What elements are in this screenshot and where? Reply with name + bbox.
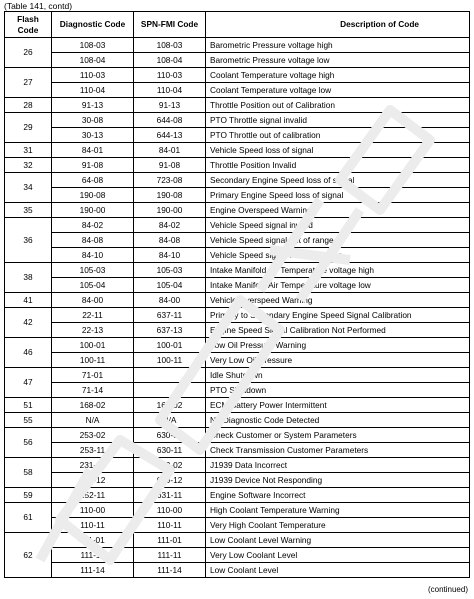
flash-code-cell: 26 [5, 38, 52, 68]
description-cell: Primary to Secondary Engine Speed Signal Calibration [206, 308, 470, 323]
diagnostic-code-cell: 190-08 [52, 188, 134, 203]
diagnostic-code-cell: 190-00 [52, 203, 134, 218]
description-cell: Intake Manifold Air Temperature voltage low [206, 278, 470, 293]
spn-fmi-code-cell: 644-08 [134, 113, 206, 128]
table-row [5, 143, 470, 158]
table-row [5, 53, 470, 68]
table-row [5, 563, 470, 578]
flash-code-cell: 29 [5, 113, 52, 143]
flash-code-cell: 62 [5, 533, 52, 578]
table-row [5, 428, 470, 443]
table-header-row [5, 12, 470, 38]
diagnostic-code-cell: 100-11 [52, 353, 134, 368]
table-row [5, 203, 470, 218]
table-container [4, 11, 469, 578]
spn-fmi-code-cell: N/A [134, 413, 206, 428]
diagnostic-code-cell: N/A [52, 413, 134, 428]
continued-note: (continued) [427, 585, 468, 594]
table-row [5, 323, 470, 338]
spn-fmi-code-cell [134, 383, 206, 398]
spn-fmi-code-cell: 108-04 [134, 53, 206, 68]
flash-code-cell: 42 [5, 308, 52, 338]
description-cell: Coolant Temperature voltage high [206, 68, 470, 83]
spn-fmi-code-cell: 631-11 [134, 488, 206, 503]
table-row [5, 38, 470, 53]
description-cell: No Diagnostic Code Detected [206, 413, 470, 428]
spn-fmi-code-cell: 637-13 [134, 323, 206, 338]
description-cell: Secondary Engine Speed loss of signal [206, 173, 470, 188]
diagnostic-code-cell: 231-12 [52, 473, 134, 488]
description-cell: Vehicle Speed signal out of range [206, 233, 470, 248]
spn-fmi-code-cell: 110-00 [134, 503, 206, 518]
description-cell: Vehicle Speed signal invalid [206, 218, 470, 233]
description-cell: Vehicle Speed loss of signal [206, 143, 470, 158]
table-row [5, 383, 470, 398]
header-diagnostic-code: Diagnostic Code [52, 12, 134, 38]
header-description: Description of Code [206, 12, 470, 38]
diagnostic-code-cell: 111-01 [52, 533, 134, 548]
table-row [5, 338, 470, 353]
diagnostic-code-cell: 84-10 [52, 248, 134, 263]
spn-fmi-code-cell: 111-01 [134, 533, 206, 548]
description-cell: Barometric Pressure voltage high [206, 38, 470, 53]
diagnostic-code-cell: 22-11 [52, 308, 134, 323]
description-cell: Throttle Position out of Calibration [206, 98, 470, 113]
spn-fmi-code-cell: 637-11 [134, 308, 206, 323]
flash-code-cell: 38 [5, 263, 52, 293]
diagnostic-code-cell: 100-01 [52, 338, 134, 353]
header-flash-code [5, 12, 52, 38]
spn-fmi-code-cell: 190-00 [134, 203, 206, 218]
flash-code-cell: 61 [5, 503, 52, 533]
table-row [5, 128, 470, 143]
flash-code-cell: 59 [5, 488, 52, 503]
description-cell: PTO Shutdown [206, 383, 470, 398]
table-row [5, 263, 470, 278]
spn-fmi-code-cell: 644-13 [134, 128, 206, 143]
table-row [5, 68, 470, 83]
spn-fmi-code-cell: 723-08 [134, 173, 206, 188]
table-caption: (Table 141, contd) [4, 1, 73, 11]
diagnostic-code-cell: 30-08 [52, 113, 134, 128]
table-row [5, 458, 470, 473]
table-row [5, 353, 470, 368]
flash-code-cell: 51 [5, 398, 52, 413]
diagnostic-code-cell: 71-14 [52, 383, 134, 398]
spn-fmi-code-cell: 91-13 [134, 98, 206, 113]
diagnostic-code-cell: 168-02 [52, 398, 134, 413]
diagnostic-code-cell: 84-01 [52, 143, 134, 158]
description-cell: Vehicle Speed signal rate of change [206, 248, 470, 263]
diagnostic-code-cell: 30-13 [52, 128, 134, 143]
diagnostic-code-cell: 91-08 [52, 158, 134, 173]
diagnostic-code-cell: 71-01 [52, 368, 134, 383]
flash-code-cell: 46 [5, 338, 52, 368]
flash-code-cell: 56 [5, 428, 52, 458]
spn-fmi-code-cell: 84-01 [134, 143, 206, 158]
description-cell: Very Low Oil Pressure [206, 353, 470, 368]
table-row [5, 188, 470, 203]
description-cell: Check Transmission Customer Parameters [206, 443, 470, 458]
table-row [5, 173, 470, 188]
table-row [5, 83, 470, 98]
description-cell: ECM Battery Power Intermittent [206, 398, 470, 413]
diagnostic-code-cell: 111-11 [52, 548, 134, 563]
spn-fmi-code-cell: 168-02 [134, 398, 206, 413]
flash-code-cell: 28 [5, 98, 52, 113]
description-cell: Very High Coolant Temperature [206, 518, 470, 533]
spn-fmi-code-cell: 108-03 [134, 38, 206, 53]
flash-code-cell: 47 [5, 368, 52, 398]
spn-fmi-code-cell: 100-01 [134, 338, 206, 353]
table-row [5, 443, 470, 458]
flash-code-cell: 58 [5, 458, 52, 488]
flash-code-cell: 34 [5, 173, 52, 203]
description-cell: J1939 Data Incorrect [206, 458, 470, 473]
description-cell: Intake Manifold Air Temperature voltage high [206, 263, 470, 278]
table-row [5, 368, 470, 383]
spn-fmi-code-cell: 639-02 [134, 458, 206, 473]
table-row [5, 398, 470, 413]
table-row [5, 158, 470, 173]
spn-fmi-code-cell: 84-00 [134, 293, 206, 308]
description-cell: Idle Shutdown [206, 368, 470, 383]
spn-fmi-code-cell: 91-08 [134, 158, 206, 173]
diagnostic-code-cell: 84-02 [52, 218, 134, 233]
table-row [5, 248, 470, 263]
spn-fmi-code-cell: 639-12 [134, 473, 206, 488]
spn-fmi-code-cell: 111-11 [134, 548, 206, 563]
description-cell: Engine Overspeed Warning [206, 203, 470, 218]
description-cell: Very Low Coolant Level [206, 548, 470, 563]
description-cell: Throttle Position Invalid [206, 158, 470, 173]
diagnostic-code-cell: 252-11 [52, 488, 134, 503]
diagnostic-code-cell: 105-04 [52, 278, 134, 293]
description-cell: Primary Engine Speed loss of signal [206, 188, 470, 203]
description-cell: Engine Software Incorrect [206, 488, 470, 503]
diagnostic-code-cell: 110-00 [52, 503, 134, 518]
flash-code-cell: 36 [5, 218, 52, 263]
spn-fmi-code-cell: 630-02 [134, 428, 206, 443]
description-cell: Low Coolant Level [206, 563, 470, 578]
description-cell: Low Coolant Level Warning [206, 533, 470, 548]
description-cell: Low Oil Pressure Warning [206, 338, 470, 353]
description-cell: Barometric Pressure voltage low [206, 53, 470, 68]
diagnostic-code-cell: 84-08 [52, 233, 134, 248]
spn-fmi-code-cell: 111-14 [134, 563, 206, 578]
diagnostic-code-cell: 110-04 [52, 83, 134, 98]
spn-fmi-code-cell: 110-04 [134, 83, 206, 98]
flash-code-cell: 32 [5, 158, 52, 173]
diagnostic-code-cell: 110-03 [52, 68, 134, 83]
table-row [5, 473, 470, 488]
table-row [5, 518, 470, 533]
header-flash-code-line1: Flash [17, 13, 39, 24]
description-cell: Check Customer or System Parameters [206, 428, 470, 443]
spn-fmi-code-cell: 105-04 [134, 278, 206, 293]
diagnostic-code-cell: 64-08 [52, 173, 134, 188]
diagnostic-code-cell: 110-11 [52, 518, 134, 533]
diagnostic-code-cell: 108-03 [52, 38, 134, 53]
description-cell: PTO Throttle out of calibration [206, 128, 470, 143]
diagnostic-code-cell: 253-02 [52, 428, 134, 443]
table-body [5, 38, 470, 578]
spn-fmi-code-cell: 190-08 [134, 188, 206, 203]
table-row [5, 488, 470, 503]
flash-code-cell: 55 [5, 413, 52, 428]
flash-code-cell: 41 [5, 293, 52, 308]
table-row [5, 533, 470, 548]
diagnostic-code-cell: 91-13 [52, 98, 134, 113]
spn-fmi-code-cell: 105-03 [134, 263, 206, 278]
table-row [5, 503, 470, 518]
flash-code-cell: 35 [5, 203, 52, 218]
table-row [5, 98, 470, 113]
diagnostic-code-cell: 231-02 [52, 458, 134, 473]
diagnostic-code-cell: 84-00 [52, 293, 134, 308]
table-row [5, 548, 470, 563]
spn-fmi-code-cell [134, 368, 206, 383]
diagnostic-code-cell: 22-13 [52, 323, 134, 338]
table-row [5, 233, 470, 248]
spn-fmi-code-cell: 84-10 [134, 248, 206, 263]
header-flash-code-line2: Code [17, 24, 39, 35]
table-row [5, 308, 470, 323]
diagnostic-code-table [4, 11, 470, 578]
description-cell: J1939 Device Not Responding [206, 473, 470, 488]
spn-fmi-code-cell: 630-11 [134, 443, 206, 458]
description-cell: Vehicle Overspeed Warning [206, 293, 470, 308]
spn-fmi-code-cell: 84-08 [134, 233, 206, 248]
table-row [5, 278, 470, 293]
spn-fmi-code-cell: 100-11 [134, 353, 206, 368]
diagnostic-code-cell: 105-03 [52, 263, 134, 278]
description-cell: PTO Throttle signal invalid [206, 113, 470, 128]
spn-fmi-code-cell: 84-02 [134, 218, 206, 233]
table-row [5, 293, 470, 308]
flash-code-cell: 31 [5, 143, 52, 158]
table-row [5, 413, 470, 428]
header-spn-fmi-code: SPN-FMI Code [134, 12, 206, 38]
description-cell: Coolant Temperature voltage low [206, 83, 470, 98]
diagnostic-code-cell: 111-14 [52, 563, 134, 578]
table-row [5, 218, 470, 233]
diagnostic-code-cell: 253-11 [52, 443, 134, 458]
spn-fmi-code-cell: 110-03 [134, 68, 206, 83]
flash-code-cell: 27 [5, 68, 52, 98]
diagnostic-code-cell: 108-04 [52, 53, 134, 68]
table-row [5, 113, 470, 128]
description-cell: Engine Speed Signal Calibration Not Performed [206, 323, 470, 338]
spn-fmi-code-cell: 110-11 [134, 518, 206, 533]
description-cell: High Coolant Temperature Warning [206, 503, 470, 518]
